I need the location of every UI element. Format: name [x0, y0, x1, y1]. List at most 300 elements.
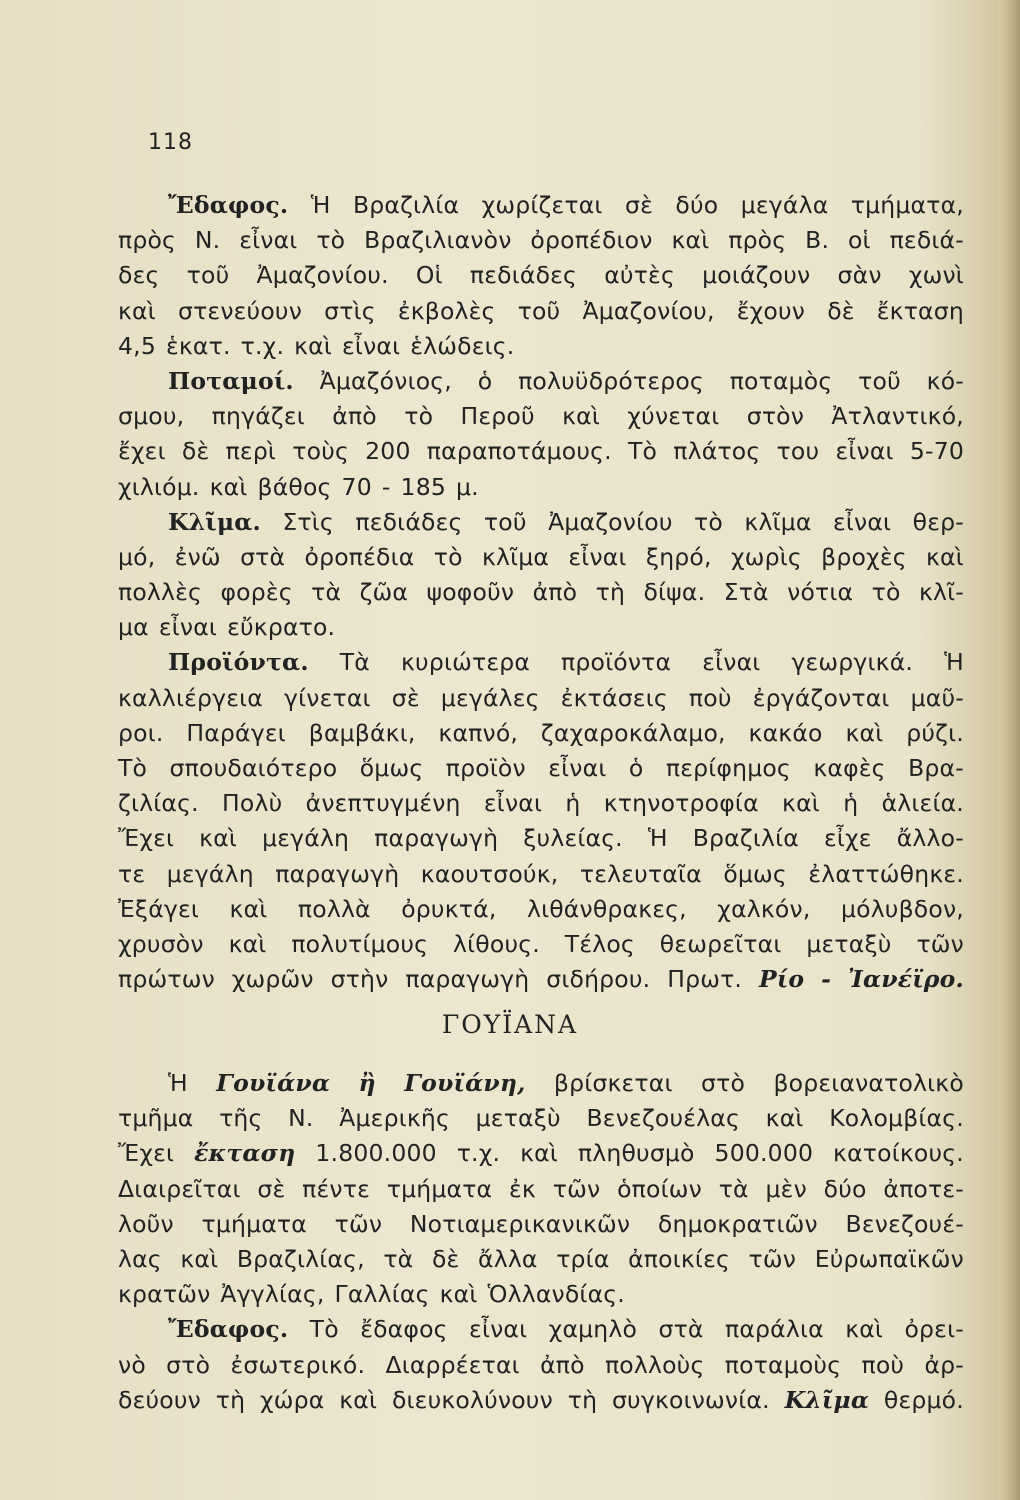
word: παραγωγὴ — [374, 824, 499, 853]
word: ζαχαροκάλαμο, — [540, 718, 726, 747]
word: Γαλλίας — [334, 1280, 430, 1309]
word: χρυσὸν — [118, 929, 204, 958]
word: Στὰ — [723, 578, 769, 607]
section-title-guiana: ΓΟΥΪΑΝΑ — [441, 1010, 579, 1039]
word: Περοῦ — [460, 402, 535, 431]
word: πολλοὺς — [604, 1350, 705, 1379]
word: Νοτιαμερικανικῶν — [409, 1209, 631, 1238]
text-line — [118, 329, 964, 364]
text-line — [118, 681, 964, 716]
word: μεγάλα — [740, 191, 829, 219]
text-line — [118, 610, 964, 645]
word: καὶ — [845, 1315, 884, 1344]
text-line — [118, 1312, 964, 1347]
text-line — [118, 540, 964, 575]
word: Ἔχει — [118, 1139, 175, 1168]
text-line — [118, 1383, 964, 1418]
word: πηγάζει — [211, 402, 305, 431]
word: 70 — [341, 472, 372, 501]
word: ὁποίων — [617, 1174, 702, 1203]
word: Ἀμαζονίου. — [256, 261, 389, 290]
word: εἶναι — [835, 437, 894, 466]
word: εἶναι — [239, 226, 298, 255]
word: Ὁλλανδίας. — [487, 1280, 625, 1309]
word: θερμό. — [883, 1385, 964, 1414]
word: ἄλλο- — [896, 824, 964, 853]
word: μεγάλη — [262, 824, 350, 853]
word: πέντε — [302, 1174, 370, 1203]
word: πρὸς — [118, 226, 177, 255]
word: τὴ — [215, 1385, 246, 1414]
word: ὅμως — [723, 859, 787, 888]
word: τὸ — [871, 578, 901, 607]
word: Τὸ — [118, 754, 148, 782]
word: κλῖ- — [918, 578, 964, 607]
word: ὅμως — [359, 754, 424, 782]
text-line — [118, 821, 964, 856]
word: τμήματα, — [850, 191, 964, 219]
word: 200 — [365, 437, 411, 466]
word: ὁ — [477, 366, 493, 395]
word: Ἐξάγει — [118, 894, 200, 923]
word: Τὸ — [309, 1315, 339, 1344]
word: Ἀτλαντικό, — [831, 402, 964, 431]
word: Ἀμαζονίου, — [582, 296, 715, 325]
text-line — [118, 927, 964, 962]
word: παραγωγὴ — [405, 965, 530, 994]
word: 4,5 — [118, 331, 156, 360]
word: τὴ — [595, 578, 626, 607]
word: καὶ — [118, 296, 156, 325]
word: μαῦ- — [910, 683, 964, 712]
word: ἐκβολὲς — [397, 296, 496, 325]
word: δες — [118, 261, 160, 290]
word: Ν. — [288, 1104, 314, 1133]
word: βορειανατολικὸ — [773, 1069, 964, 1097]
text-line — [118, 1172, 964, 1207]
text-line — [118, 892, 964, 927]
word: ζῶα — [359, 578, 409, 607]
word: κακάο — [748, 718, 823, 747]
word: σιδήρου. — [546, 965, 651, 994]
word: εἶναι — [832, 507, 892, 536]
word: κυριώτερα — [400, 648, 531, 677]
emphasized-word: Ἔδαφος. — [168, 191, 289, 219]
word: εἶχε — [823, 824, 872, 853]
text-line — [118, 258, 964, 293]
word: μεταξὺ — [475, 1104, 561, 1133]
word: ἁλιεία. — [881, 789, 964, 818]
word: παράλια — [725, 1315, 824, 1344]
word: ἐνῶ — [174, 542, 221, 571]
word: ποὺ — [861, 1350, 905, 1379]
word: πολυϋδρότερος — [518, 366, 704, 395]
word: μόλυβδον, — [840, 894, 964, 923]
word: πεδιά- — [889, 226, 964, 255]
emphasized-word: ἔκταση — [194, 1139, 296, 1168]
word: θεωρεῖται — [659, 929, 782, 958]
word: χαμηλὸ — [548, 1315, 638, 1344]
section-guiana-text — [118, 1066, 964, 1418]
word: τ.χ. — [456, 1139, 501, 1168]
word: ἀποικίες — [628, 1244, 730, 1273]
word: δίψα. — [643, 578, 706, 607]
word: Ἀμαζόνιος, — [319, 366, 452, 395]
word: παραποτάμους. — [426, 437, 612, 466]
word: τὰ — [311, 578, 342, 607]
text-line — [118, 1136, 964, 1171]
word: ἔχουν — [736, 296, 806, 325]
word: ξυλείας. — [523, 824, 623, 853]
word: κό- — [926, 366, 964, 395]
word: Ἔχει — [118, 824, 175, 853]
word: τῶν — [334, 1209, 383, 1238]
text-line — [118, 1348, 964, 1383]
word: πολυτίμους — [291, 929, 429, 958]
word: ἀπὸ — [540, 1350, 585, 1379]
word: χωρὶς — [730, 542, 802, 571]
word: ὀροπέδιον — [530, 226, 653, 255]
word: πλάτος — [673, 437, 761, 466]
word: σπουδαιότερο — [169, 754, 338, 782]
word: μὲν — [765, 1174, 807, 1203]
text-line — [118, 716, 964, 751]
emphasized-word: Γουϊάνη, — [404, 1069, 526, 1097]
word: καὶ — [199, 824, 238, 853]
word: τε — [118, 859, 146, 888]
word: καὶ — [671, 226, 710, 255]
word: στενεύουν — [177, 296, 303, 325]
page-edge — [998, 0, 1020, 1500]
word: τμήματα — [386, 1174, 493, 1203]
word: ψοφοῦν — [426, 578, 515, 607]
word: ποὺ — [688, 683, 732, 712]
text-line — [118, 1207, 964, 1242]
word: ἀνεπτυγμένη — [305, 789, 461, 818]
word: τὴ — [567, 1385, 598, 1414]
word: σὰν — [837, 261, 882, 290]
word: οἱ — [847, 226, 871, 255]
word: Στὶς — [282, 507, 334, 536]
emphasized-word: ἢ — [358, 1069, 376, 1097]
word: δύο — [823, 1174, 867, 1203]
word: καὶ — [180, 1244, 219, 1273]
word: Β. — [805, 226, 830, 255]
word: καὶ — [845, 718, 884, 747]
text-line — [118, 223, 964, 258]
word: τοῦ — [483, 507, 527, 536]
word: ποταμὸς — [729, 366, 833, 395]
word: Πρωτ. — [667, 965, 743, 994]
word: εἶναι — [342, 331, 401, 360]
text-line — [118, 786, 964, 821]
word: ἀποτε- — [883, 1174, 964, 1203]
word: Τέλος — [564, 929, 635, 958]
word: τὸ — [433, 542, 463, 571]
word: τὸ — [694, 507, 723, 536]
word: πολλὰ — [297, 894, 371, 923]
word: καουτσούκ, — [420, 859, 559, 888]
word: Διαρρέεται — [385, 1350, 520, 1379]
word: εἶναι — [158, 613, 218, 642]
word: δημοκρατιῶν — [657, 1209, 818, 1238]
emphasized-word: Κλῖμα — [784, 1385, 870, 1414]
text-line — [118, 188, 964, 223]
word: λας — [118, 1244, 162, 1273]
word: στὸν — [746, 402, 805, 431]
word: μό, — [118, 542, 156, 571]
word: δεύουν — [118, 1385, 201, 1414]
word: διευκολύνουν — [391, 1385, 553, 1414]
word: τὸ — [316, 226, 346, 255]
section-brazil-text — [118, 188, 964, 997]
word: τ.χ. — [240, 331, 285, 360]
word: ἡ — [843, 789, 859, 818]
word: εἶναι — [548, 754, 607, 782]
word: στὰ — [658, 1315, 704, 1344]
text-line — [118, 505, 964, 540]
text-line — [118, 1101, 964, 1136]
word: χωρίζεται — [481, 191, 603, 219]
word: Ἡ — [310, 191, 331, 219]
word: καὶ — [339, 1385, 378, 1414]
word: καὶ — [520, 1139, 558, 1168]
word: αὐτὲς — [604, 261, 675, 290]
word: ἐλαττώθηκε. — [808, 859, 964, 888]
word: θερ- — [912, 507, 964, 536]
word: 1.800.000 — [315, 1139, 437, 1168]
word: 500.000 — [714, 1139, 814, 1168]
word: βροχὲς — [821, 542, 907, 571]
word: ἐργάζονται — [752, 683, 890, 712]
word: σμου, — [118, 402, 185, 431]
word: βαμβάκι, — [308, 718, 416, 747]
word: χωνὶ — [908, 261, 964, 290]
word: μεγάλη — [166, 859, 254, 888]
word: ὀροπέδια — [304, 542, 415, 571]
word: περὶ — [225, 437, 277, 466]
text-line — [118, 294, 964, 329]
word: ἀπὸ — [532, 578, 578, 607]
word: κτηνοτροφία — [603, 789, 759, 818]
text-line — [118, 470, 964, 505]
word: Βραζιλία — [692, 824, 799, 853]
word: ἡ — [565, 789, 581, 818]
word: σὲ — [391, 683, 420, 712]
word: τῶν — [748, 1244, 797, 1273]
word: ἄλλα — [478, 1244, 538, 1273]
word: καφὲς — [813, 754, 886, 782]
word: Διαιρεῖται — [118, 1174, 241, 1203]
word: δὲ — [431, 1244, 460, 1273]
word: Βραζιλίας, — [236, 1244, 365, 1273]
word: - — [381, 472, 391, 501]
word: νότια — [787, 578, 854, 607]
word: πρώτων — [118, 965, 215, 994]
emphasized-word: Γουϊάνα — [216, 1069, 331, 1097]
word: Βενεζουέλας — [586, 1104, 740, 1133]
emphasized-word: Προϊόντα. — [168, 648, 309, 677]
word: μεγάλες — [440, 683, 540, 712]
word: βρίσκεται — [553, 1069, 673, 1097]
word: ἐκτάσεις — [560, 683, 668, 712]
word: ἑκατ. — [165, 331, 231, 360]
word: καὶ — [209, 472, 248, 501]
word: Πολὺ — [222, 789, 283, 818]
word: σὲ — [624, 191, 653, 219]
text-line — [118, 364, 964, 399]
word: ὀρυκτά, — [401, 894, 497, 923]
word: καὶ — [562, 402, 601, 431]
word: παραγωγὴ — [275, 859, 400, 888]
word: Βενεζουέ- — [845, 1209, 964, 1238]
word: προϊὸν — [445, 754, 526, 782]
word: Ἀμερικῆς — [339, 1104, 450, 1133]
word: Ἀμαζονίου — [548, 507, 673, 536]
word: Κολομβίας. — [829, 1104, 964, 1133]
word: Ν. — [194, 226, 221, 255]
word: καὶ — [228, 929, 267, 958]
word: τοῦ — [186, 261, 230, 290]
word: δὲ — [827, 296, 855, 325]
word: ἔδαφος — [360, 1315, 448, 1344]
word: ἀρ- — [924, 1350, 964, 1379]
word: Ἀγγλίας, — [220, 1280, 325, 1309]
word: 5-70 — [909, 437, 964, 466]
word: 185 — [400, 472, 447, 501]
word: τῶν — [916, 929, 964, 958]
word: πρὸς — [728, 226, 787, 255]
word: δύο — [675, 191, 719, 219]
emphasized-word: Κλῖμα. — [168, 507, 261, 536]
word: Οἱ — [415, 261, 443, 290]
word: ἑλώδεις. — [410, 331, 515, 360]
page-number: 118 — [148, 130, 193, 155]
word: ἀπὸ — [332, 402, 377, 431]
word: χώρα — [260, 1385, 325, 1414]
word: γίνεται — [284, 683, 371, 712]
word: καὶ — [782, 789, 820, 818]
word: ξηρό, — [645, 542, 712, 571]
word: καλλιέργεια — [118, 683, 263, 712]
word: ροι. — [118, 718, 164, 747]
word: Βραζιλία — [352, 191, 460, 219]
word: στὰ — [240, 542, 286, 571]
word: μοιάζουν — [702, 261, 811, 290]
word: εἶναι — [568, 542, 627, 571]
word: νὸ — [118, 1350, 146, 1379]
word: δὲ — [181, 437, 210, 466]
emphasized-word: Ποταμοί. — [168, 366, 294, 395]
word: Ἡ — [647, 824, 668, 853]
text-line — [118, 575, 964, 610]
word: εἶναι — [483, 789, 543, 818]
word: πληθυσμὸ — [577, 1139, 695, 1168]
text-line — [118, 1066, 964, 1101]
word: Παράγει — [186, 718, 286, 747]
word: ζιλίας. — [118, 789, 199, 818]
word: καὶ — [765, 1104, 804, 1133]
word: τὰ — [383, 1244, 414, 1273]
word: πεδιάδες — [355, 507, 463, 536]
word: τρία — [556, 1244, 610, 1273]
word: καπνό, — [438, 718, 519, 747]
word: τμήματα — [201, 1209, 307, 1238]
word: ἐκ — [509, 1174, 536, 1203]
word: χωρῶν — [231, 965, 314, 994]
word: ἔκταση — [876, 296, 964, 325]
text-line — [118, 399, 964, 434]
word: ἐσωτερικό. — [230, 1350, 366, 1379]
emphasized-word: Ἰανέϊρο. — [847, 965, 964, 994]
emphasized-word: Ἔδαφος. — [168, 1315, 289, 1344]
word: Τὸ — [627, 437, 658, 466]
word: εἶναι — [469, 1315, 528, 1344]
word: κρατῶν — [118, 1280, 211, 1309]
word: Ἡ — [944, 648, 964, 677]
word: τῆς — [219, 1104, 263, 1133]
word: τοῦ — [858, 366, 901, 395]
word: μεταξὺ — [806, 929, 892, 958]
word: λοῦν — [118, 1209, 174, 1238]
word: συγκοινωνία. — [611, 1385, 770, 1414]
word: Βρα- — [908, 754, 964, 782]
emphasized-word: Ρίο — [758, 965, 805, 994]
text-line — [118, 434, 964, 469]
text-line — [118, 645, 964, 680]
word: τοὺς — [292, 437, 349, 466]
text-line — [118, 962, 964, 997]
word: ὀρει- — [904, 1315, 964, 1344]
word: Τὰ — [339, 648, 370, 677]
text-line — [118, 1242, 964, 1277]
word: χιλιόμ. — [118, 472, 200, 501]
word: κλῖμα — [481, 542, 550, 571]
word: τελευταῖα — [579, 859, 702, 888]
word: ἔχει — [118, 437, 166, 466]
text-line — [118, 857, 964, 892]
emphasized-word: - — [821, 965, 832, 994]
word: στὴν — [330, 965, 389, 994]
word: ὁ — [628, 754, 644, 782]
word: Βραζιλιανὸν — [364, 226, 512, 255]
word: εὔκρατο. — [227, 613, 336, 642]
word: στὸ — [166, 1350, 211, 1379]
word: χύνεται — [627, 402, 720, 431]
word: λιθάνθρακες, — [526, 894, 687, 923]
word: ρύζι. — [906, 718, 964, 747]
word: Ἡ — [168, 1069, 188, 1097]
word: καὶ — [439, 1280, 478, 1309]
word: εἶναι — [702, 648, 761, 677]
word: γεωργικά. — [791, 648, 914, 677]
word: καὶ — [294, 331, 333, 360]
word: χαλκόν, — [717, 894, 811, 923]
word: καὶ — [926, 542, 964, 571]
word: φορὲς — [220, 578, 293, 607]
word: κατοίκους. — [833, 1139, 964, 1168]
word: κλῖμα — [744, 507, 812, 536]
word: μα — [118, 613, 149, 642]
word: πεδιάδες — [469, 261, 578, 290]
word: τοῦ — [517, 296, 561, 325]
word: τὸ — [404, 402, 434, 431]
word: σὲ — [257, 1174, 286, 1203]
word: βάθος — [257, 472, 332, 501]
text-line — [118, 1277, 964, 1312]
word: τὰ — [718, 1174, 749, 1203]
word: καὶ — [229, 894, 268, 923]
